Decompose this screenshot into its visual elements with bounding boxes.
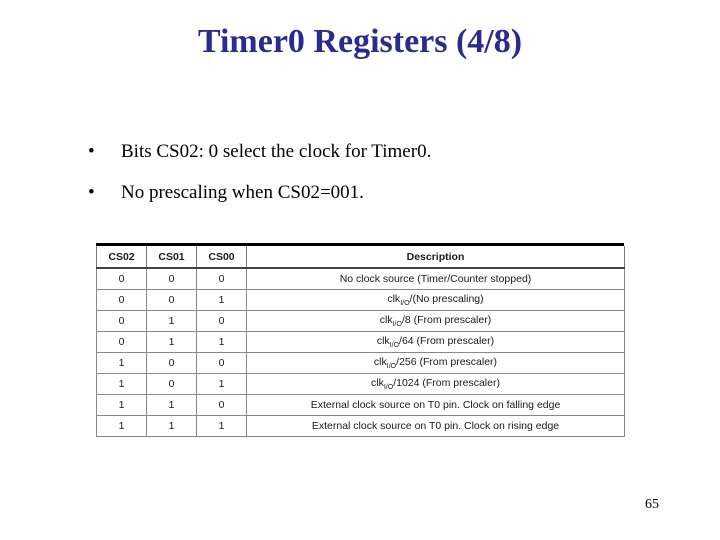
cell-cs01: 1 xyxy=(147,416,197,437)
cell-cs01: 0 xyxy=(147,290,197,311)
table-row xyxy=(97,395,625,416)
cell-cs00: 1 xyxy=(197,374,247,395)
table-row xyxy=(97,353,625,374)
cell-description xyxy=(247,395,625,416)
cell-cs00: 0 xyxy=(197,353,247,374)
cell-cs01: 1 xyxy=(147,311,197,332)
table-row xyxy=(97,416,625,437)
column-header-description: Description xyxy=(247,246,625,268)
cell-cs00: 0 xyxy=(197,311,247,332)
table-row xyxy=(97,290,625,311)
bullet-text: No prescaling when CS02=001. xyxy=(121,182,364,203)
cell-cs02: 0 xyxy=(97,332,147,353)
description-text: No clock source (Timer/Counter stopped) xyxy=(339,273,532,285)
description-suffix: /1024 (From prescaler) xyxy=(393,376,500,389)
description-subscript: I/O xyxy=(400,300,410,308)
cell-description xyxy=(247,374,625,395)
clock-select-table xyxy=(96,246,625,437)
column-header-cs02: CS02 xyxy=(97,246,147,268)
cell-cs02: 1 xyxy=(97,395,147,416)
cell-description xyxy=(247,416,625,437)
cell-cs00: 1 xyxy=(197,416,247,437)
table-header-row xyxy=(97,246,625,268)
description-text: clk xyxy=(373,355,387,368)
description-text: External clock source on T0 pin. Clock on falling edge xyxy=(310,399,561,411)
description-text: clk xyxy=(379,313,393,326)
cell-description xyxy=(247,332,625,353)
column-header-cs00: CS00 xyxy=(197,246,247,268)
table-row xyxy=(97,311,625,332)
bullet-marker: • xyxy=(88,141,95,162)
table-row xyxy=(97,268,625,290)
bullet-text: Bits CS02: 0 select the clock for Timer0. xyxy=(121,141,432,162)
description-suffix: /256 (From prescaler) xyxy=(396,355,498,368)
description-subscript: I/O xyxy=(392,321,402,329)
bullet-item xyxy=(88,181,431,205)
column-header-cs01: CS01 xyxy=(147,246,197,268)
cell-cs00: 0 xyxy=(197,395,247,416)
cell-cs00: 0 xyxy=(197,268,247,290)
cell-description xyxy=(247,353,625,374)
slide-title: Timer0 Registers (4/8) xyxy=(197,23,523,60)
clock-select-table-container xyxy=(96,243,624,436)
cell-description xyxy=(247,268,625,290)
description-subscript: I/O xyxy=(383,384,394,392)
description-text: clk xyxy=(376,334,390,347)
cell-cs02: 1 xyxy=(97,374,147,395)
description-suffix: /64 (From prescaler) xyxy=(399,334,495,347)
cell-cs01: 0 xyxy=(147,353,197,374)
cell-description xyxy=(247,290,625,311)
cell-cs02: 1 xyxy=(97,353,147,374)
bullet-marker: • xyxy=(88,182,95,203)
description-subscript: I/O xyxy=(386,363,397,371)
cell-cs00: 1 xyxy=(197,290,247,311)
description-text: External clock source on T0 pin. Clock on rising edge xyxy=(311,420,560,432)
cell-cs02: 0 xyxy=(97,311,147,332)
cell-cs01: 0 xyxy=(147,374,197,395)
description-subscript: I/O xyxy=(389,342,400,350)
cell-cs00: 1 xyxy=(197,332,247,353)
bullet-list xyxy=(88,140,431,222)
description-text: clk xyxy=(387,292,401,305)
description-text: clk xyxy=(371,376,384,389)
cell-cs01: 0 xyxy=(147,268,197,290)
table-row xyxy=(97,332,625,353)
bullet-item xyxy=(88,140,431,164)
cell-cs01: 1 xyxy=(147,395,197,416)
description-suffix: /8 (From prescaler) xyxy=(401,313,492,326)
cell-cs02: 0 xyxy=(97,268,147,290)
cell-cs01: 1 xyxy=(147,332,197,353)
cell-description xyxy=(247,311,625,332)
description-suffix: /(No prescaling) xyxy=(409,292,484,305)
cell-cs02: 1 xyxy=(97,416,147,437)
page-number: 65 xyxy=(645,497,659,512)
cell-cs02: 0 xyxy=(97,290,147,311)
table-row xyxy=(97,374,625,395)
